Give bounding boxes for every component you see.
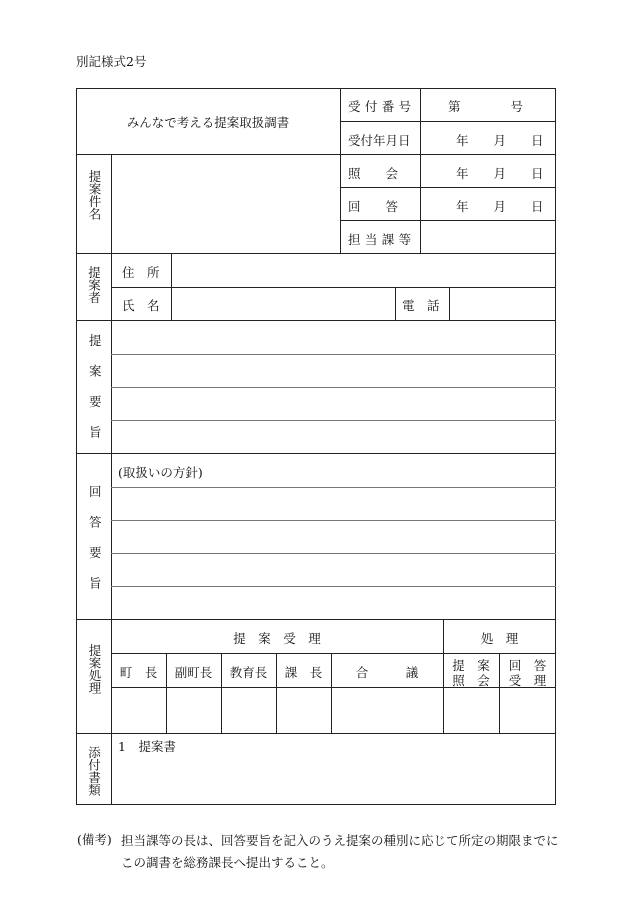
subject-label-text: 提案件名 xyxy=(87,170,102,220)
answer-date: 年 月 日 xyxy=(456,199,544,214)
attachments-label-text: 添付書類 xyxy=(86,746,102,796)
rule xyxy=(111,420,556,421)
divider-summary xyxy=(76,453,556,454)
attachment-item: 1 提案書 xyxy=(118,739,176,754)
header-split xyxy=(340,88,341,253)
subject-label xyxy=(80,170,108,220)
remarks-body: 担当課等の長は、回答要旨を記入のうえ提案の種別に応じて所定の期限までにこの調書を総務課長へ提出すること。 xyxy=(121,833,559,870)
rule xyxy=(340,121,556,122)
handling-col2-line2: 受 理 xyxy=(508,673,547,688)
divider-proposer xyxy=(76,320,556,321)
rule xyxy=(111,287,556,288)
rule xyxy=(111,553,556,554)
handling-header: 処 理 xyxy=(480,631,519,646)
col-superintendent: 教育長 xyxy=(229,665,268,680)
name-label: 氏 名 xyxy=(122,298,160,313)
rule xyxy=(111,520,556,521)
form-frame xyxy=(76,88,556,805)
divider-title xyxy=(76,154,556,155)
handling-col1-line2: 照 会 xyxy=(452,673,490,688)
col-section-chief: 課 長 xyxy=(284,665,323,680)
handling-col1-line1: 提 案 xyxy=(452,658,490,673)
proposer-label-text: 提案者 xyxy=(86,266,102,304)
rule xyxy=(449,287,450,320)
rule xyxy=(111,487,556,488)
label-column-border xyxy=(111,154,112,805)
rule xyxy=(111,387,556,388)
form-code: 別記様式2号 xyxy=(76,54,147,69)
address-label: 住 所 xyxy=(122,265,160,280)
policy-note: (取扱いの方針) xyxy=(118,465,203,480)
form-title: みんなで考える提案取扱調書 xyxy=(126,115,290,130)
handling-col2-line1: 回 答 xyxy=(508,658,547,673)
receipt-number-label: 受付番号 xyxy=(348,99,416,114)
answer-label: 回 答 xyxy=(348,199,399,214)
receipt-date-value: 年 月 日 xyxy=(456,133,544,148)
inquiry-label: 照 会 xyxy=(348,166,399,181)
divider-subject xyxy=(76,253,556,254)
reply-label-text: 回答要旨 xyxy=(87,485,103,607)
remarks-head: (備考) xyxy=(77,832,112,847)
col-mayor: 町 長 xyxy=(119,665,158,680)
processing-label-text: 提案処理 xyxy=(87,644,102,694)
header-split-2 xyxy=(420,88,421,253)
rule xyxy=(340,187,556,188)
phone-label: 電 話 xyxy=(402,298,440,313)
col-consultation: 合 議 xyxy=(355,665,419,680)
divider-reply xyxy=(76,619,556,620)
inquiry-date: 年 月 日 xyxy=(456,166,544,181)
proposer-label xyxy=(80,266,108,304)
rule xyxy=(111,354,556,355)
receipt-date-label: 受付年月日 xyxy=(348,133,411,148)
divider-processing xyxy=(76,733,556,734)
receipt-number-value: 第 号 xyxy=(448,99,524,114)
rule xyxy=(340,220,556,221)
summary-label xyxy=(80,334,108,456)
rule xyxy=(395,287,396,320)
summary-label-text: 提案要旨 xyxy=(87,334,103,456)
processing-label xyxy=(80,644,108,694)
col-deputy-mayor: 副町長 xyxy=(174,665,213,680)
rule xyxy=(111,653,556,654)
reception-header: 提 案 受 理 xyxy=(233,631,321,646)
rule xyxy=(171,253,172,320)
attachments-label xyxy=(80,746,108,796)
rule xyxy=(111,586,556,587)
dept-label: 担当課等 xyxy=(348,232,416,247)
reply-label xyxy=(80,485,108,607)
